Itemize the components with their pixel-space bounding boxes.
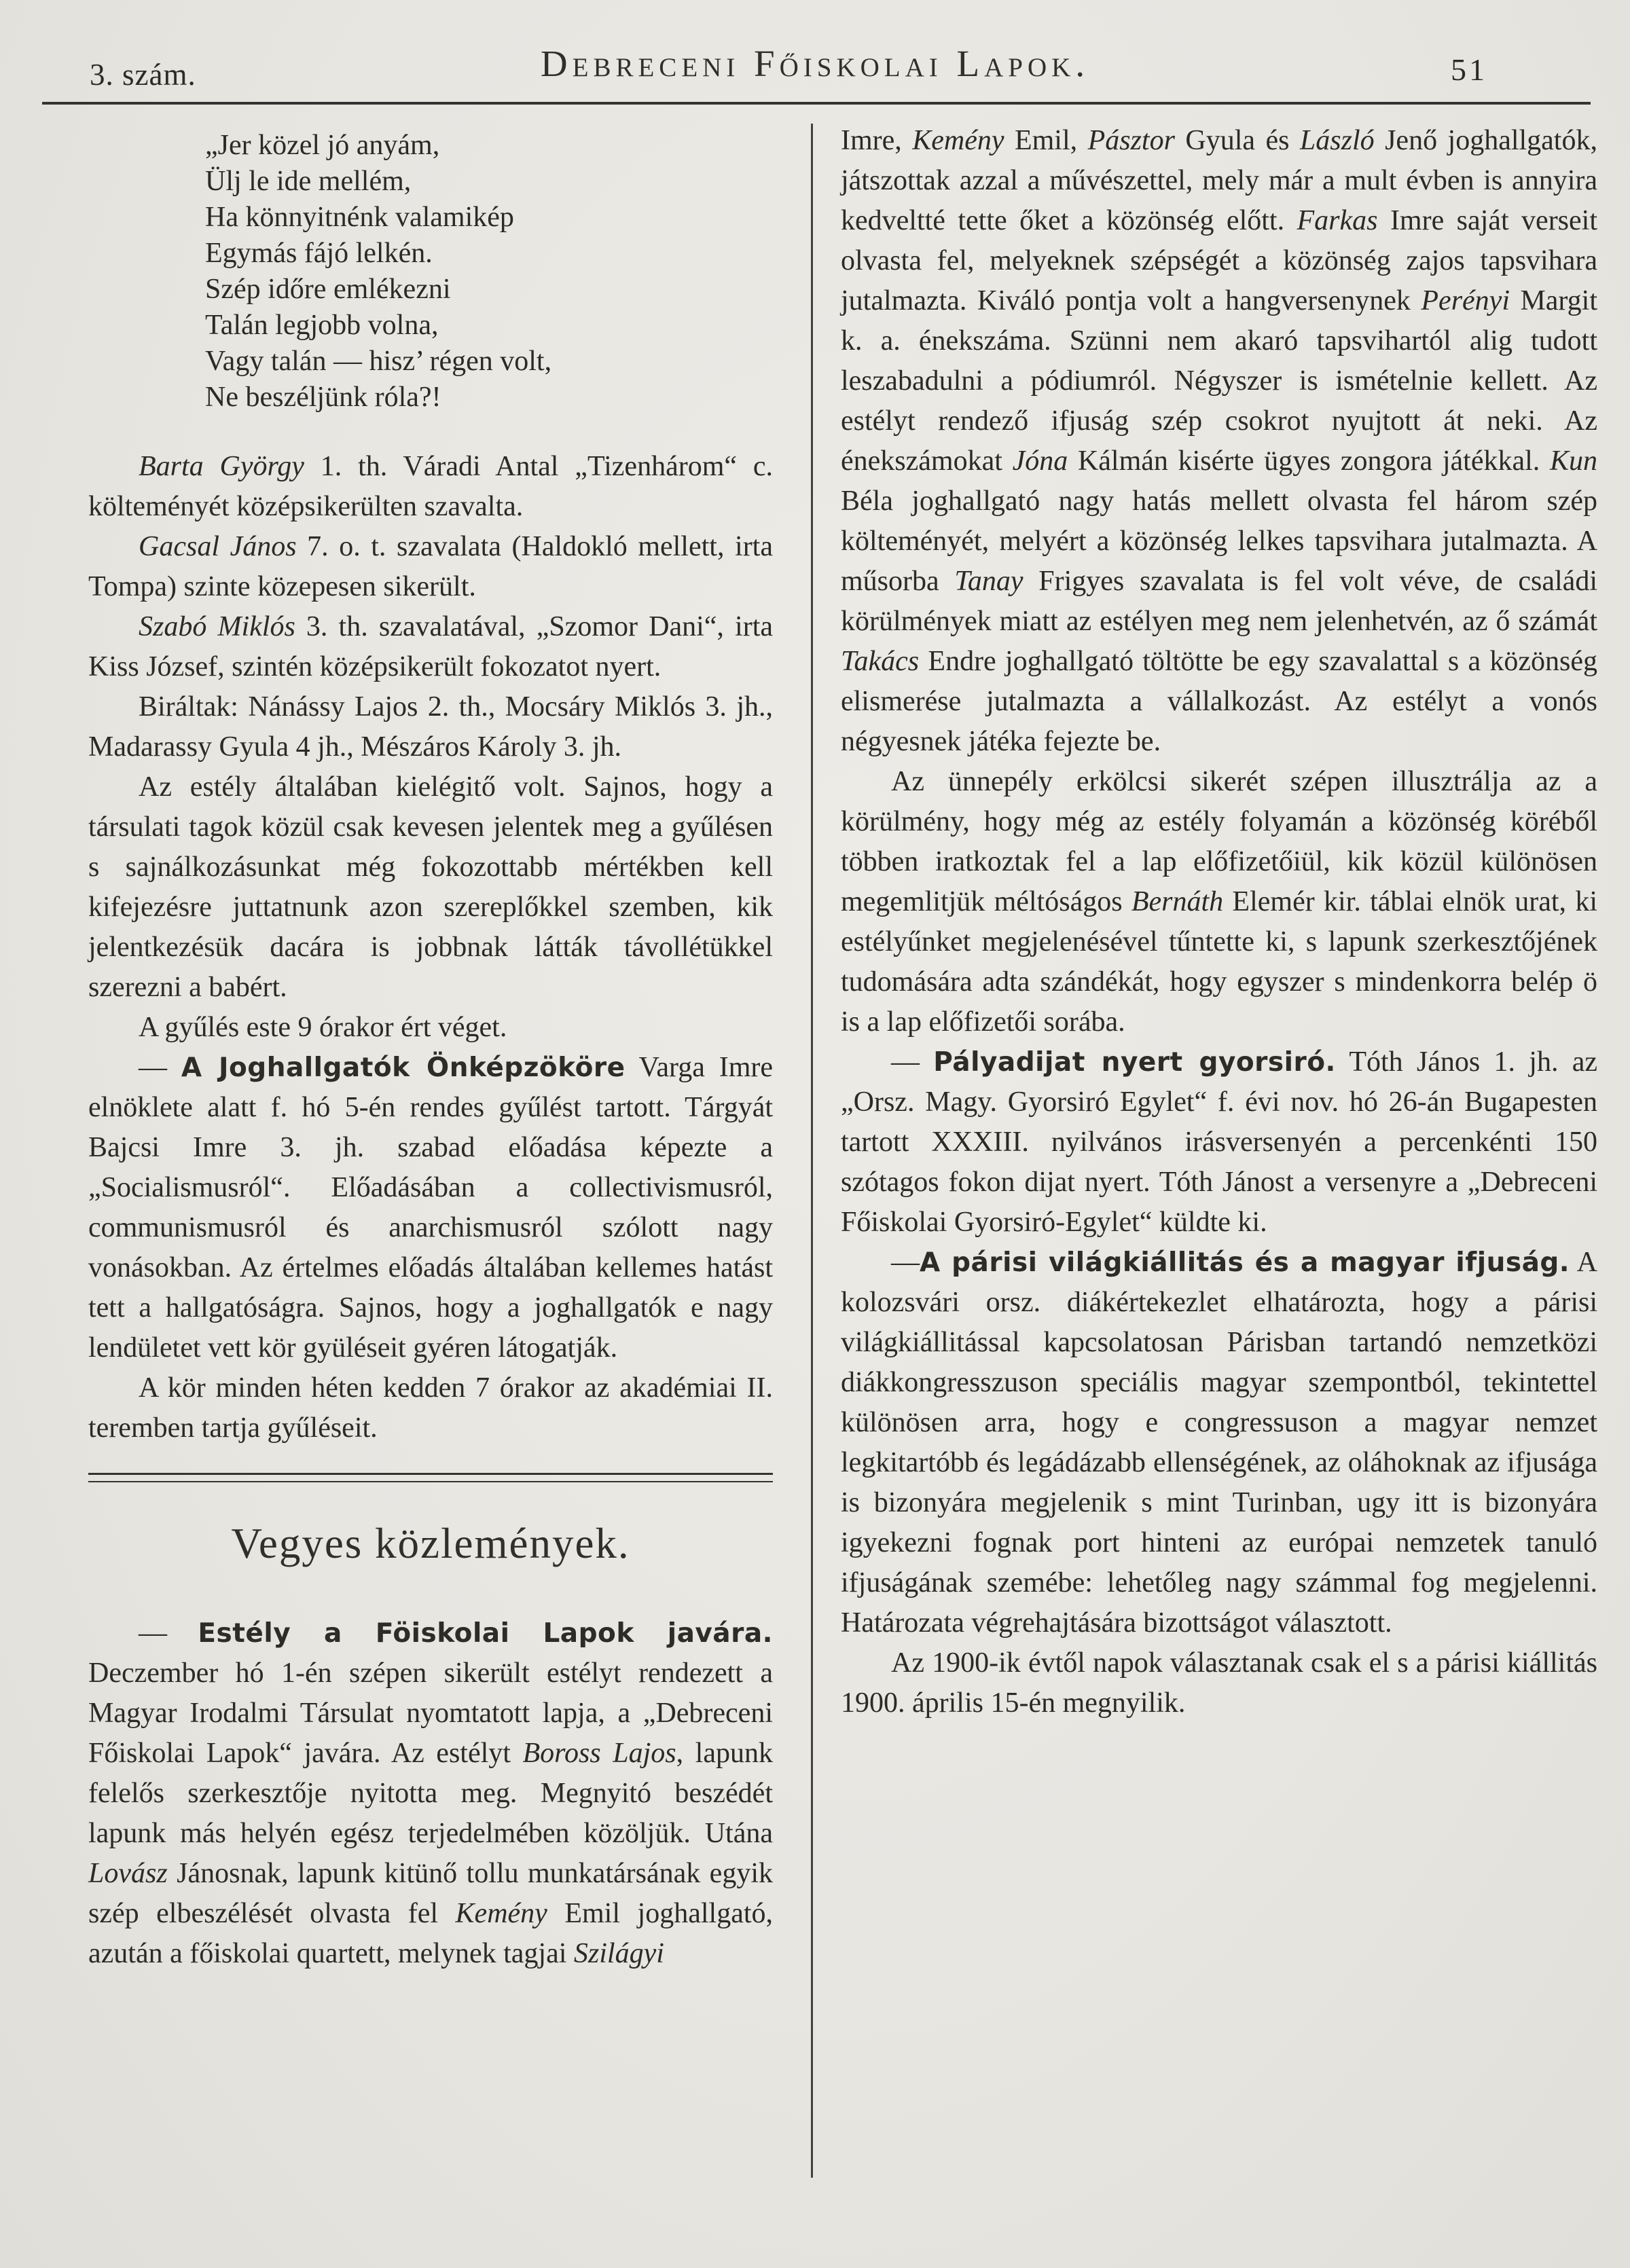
text-segment: Az 1900-ik évtől napok választanak csak el s a párisi kiállitás 1900. április 15-én megnyilik. — [841, 1647, 1597, 1719]
text-segment: Takács — [841, 646, 920, 677]
text-segment: Pásztor — [1087, 125, 1175, 156]
news-item-lead: Estély a Föiskolai Lapok javára. — [198, 1618, 773, 1649]
text-segment: Tanay — [954, 566, 1024, 597]
text-segment: Margit k. a. énekszáma. Szünni nem akaró tapsvihartól alig tudott leszabadulni a pódiumról. Négyszer is ismételnie kellett. Az estélyt rendező ifjuság szép csokrot nyujtott át neki. Az énekszámokat — [841, 285, 1598, 477]
text-segment: Az estély általában kielégitő volt. Sajnos, hogy a társulati tagok közül csak kevesen jelentek meg a gyűlésen s sajnálkozásunkat még fokozottabb mértékben kell kifejezésre juttatnunk azon szereplőkkel szemben, kik jelentkezésük dacára is jobbnak látták távollétükkel szerezni a babért. — [88, 771, 773, 1003]
text-segment: Kemény — [912, 125, 1004, 156]
text-segment: Bernáth — [1131, 886, 1224, 917]
text-segment: A kör minden héten kedden 7 órakor az akadémiai II. teremben tartja gyűléseit. — [88, 1372, 773, 1444]
text-segment: 1. th. Váradi Antal „Tizenhárom“ c. költeményét középsikerülten szavalta. — [88, 451, 773, 522]
paragraph — [841, 121, 1597, 762]
section-divider — [88, 1473, 773, 1482]
text-segment: Imre, — [841, 125, 913, 156]
text-segment: Emil joghallgató, azután a főiskolai quartett, melynek tagjai — [88, 1898, 774, 1969]
text-segment: Az ünnepély erkölcsi sikerét szépen illusztrálja az a körülmény, hogy még az estély folyamán a közönség köréből többen iratkoztak fel a lap előfizetőiül, kik közül különösen megemlitjük méltóságos — [841, 766, 1597, 917]
poem-line: Vagy talán — hisz’ régen volt, — [205, 346, 552, 377]
section-paragraphs — [88, 1613, 773, 1974]
section-heading: Vegyes közlemények. — [231, 1520, 630, 1567]
news-item-lead: A párisi világkiállitás és a magyar ifjuság. — [920, 1247, 1570, 1278]
paragraph — [88, 607, 773, 687]
text-segment: Gyula és — [1174, 125, 1300, 156]
text-segment: 7. o. t. szavalata (Haldokló mellett, irta Tompa) szinte közepesen sikerült. — [88, 531, 773, 602]
text-segment: Boross Lajos — [522, 1738, 676, 1769]
text-segment: Szabó Miklós — [139, 611, 295, 642]
text-segment: Biráltak: Nánássy Lajos 2. th., Mocsáry Miklós 3. jh., Madarassy Gyula 4 jh., Mészáros Károly 3. jh. — [88, 691, 773, 763]
paragraph — [88, 767, 773, 1008]
poem-line: Szép időre emlékezni — [205, 274, 451, 305]
paragraph — [88, 527, 773, 607]
text-segment: Kun — [1550, 445, 1598, 477]
text-segment: Jenő joghallgatók, játszottak azzal a művészettel, mely már a mult évben is annyira kedveltté tette őket a közönség előtt. — [841, 125, 1597, 236]
text-segment: — — [891, 1247, 920, 1278]
paragraph — [841, 1243, 1597, 1643]
text-segment: Jánosnak, lapunk kitünő tollu munkatársának egyik szép elbeszélését olvasta fel — [88, 1858, 773, 1929]
text-segment: Imre saját verseit olvasta fel, melyeknek szépségét a közönség zajos tapsvihara jutalmazta. Kiváló pontja volt a hangversenynek — [841, 205, 1597, 316]
text-segment: Farkas — [1297, 205, 1378, 236]
poem-line: Egymás fájó lelkén. — [205, 238, 433, 269]
issue-number: 3. szám. — [90, 58, 196, 92]
left-column — [88, 124, 773, 1974]
text-segment: Kemény — [455, 1898, 547, 1929]
text-segment: Béla joghallgató nagy hatás mellett olvasta fel három szép költeményét, melyért a közönség lelkes tapsvihara jutalmazta. A műsorba — [841, 486, 1597, 597]
paragraph — [841, 1643, 1597, 1723]
text-segment: Gacsal János — [139, 531, 297, 562]
text-segment: — — [139, 1617, 198, 1649]
text-segment: 3. th. szavalatával, „Szomor Dani“, irta Kiss József, szintén középsikerült fokozatot nyert. — [88, 611, 774, 682]
news-item-lead: A Joghallgatók Önképzököre — [181, 1053, 626, 1083]
text-segment: — — [139, 1052, 181, 1083]
poem — [205, 128, 773, 416]
poem-line: Talán legjobb volna, — [205, 310, 439, 341]
paragraph — [88, 1613, 773, 1974]
text-segment: László — [1299, 125, 1375, 156]
text-segment: A kolozsvári orsz. diákértekezlet elhatározta, hogy a párisi világkiállitással kapcsolatosan Párisban tartandó nemzetközi diákkongresszuson speciális magyar szempontból, tekintettel különösen arra, hogy e congressuson a magyar nemzet legkitartóbb és legádázabb ellenségének, az oláhoknak az ifjusága is bizonyára megjelenik s mint Turinban, ugy itt is bizonyára igyekezni fognak port hinteni az európai nemzetek tanuló ifjuságának szemébe: lehetőleg nagy számmal fog megjelenni. Határozata végrehajtására bizottságot választott. — [841, 1247, 1598, 1639]
text-segment: Endre joghallgató töltötte be egy szavalattal s a közönség elismerése jutalmazta a vállalkozást. Az estélyt a vonós négyesnek játéka fejezte be. — [841, 646, 1597, 757]
text-segment: Emil, — [1004, 125, 1088, 156]
poem-line: „Jer közel jó anyám, — [205, 130, 440, 161]
text-segment: Lovász — [88, 1858, 168, 1889]
right-column — [841, 121, 1597, 1723]
paragraph — [88, 447, 773, 527]
text-segment: Frigyes szavalata is fel volt véve, de családi körülmények miatt az estélyen meg nem jelenhetvén, az ő számát — [841, 566, 1597, 637]
text-segment: Szilágyi — [573, 1938, 664, 1969]
header-rule — [42, 102, 1591, 105]
column-divider-rule — [811, 124, 813, 2178]
text-segment: , lapunk felelős szerkesztője nyitotta meg. Megnyitó beszédét lapunk más helyén egész terjedelmében közöljük. Utána — [88, 1738, 773, 1849]
poem-line: Ülj le ide mellém, — [205, 166, 412, 197]
poem-line: Ne beszéljünk róla?! — [205, 382, 441, 413]
paragraph — [88, 1048, 773, 1368]
text-segment: Perényi — [1421, 285, 1510, 316]
paragraph — [88, 1008, 773, 1048]
paragraph — [88, 1368, 773, 1448]
text-segment: Tóth János 1. jh. az „Orsz. Magy. Gyorsiró Egylet“ f. évi nov. hó 26-án Bugapesten tartott XXXIII. nyilvános irásversenyén a percenkénti 150 szótagos fokon dijat nyert. Tóth Jánost a versenyre a „Debreceni Főiskolai Gyorsiró-Egylet“ küldte ki. — [841, 1046, 1597, 1238]
text-segment: Kálmán kisérte ügyes zongora játékkal. — [1068, 445, 1550, 477]
text-segment: Jóna — [1012, 445, 1068, 477]
text-segment: — — [891, 1046, 934, 1078]
journal-title: Debreceni Főiskolai Lapok. — [540, 43, 1090, 84]
page-number: 51 — [1451, 52, 1487, 87]
paragraph — [841, 1042, 1597, 1243]
text-segment: Elemér kir. táblai elnök urat, ki estélyűnket megjelenésével tűntette ki, s lapunk szerkesztőjének tudomására adta szándékát, hogy egyszer s mindenkorra belép ö is a lap előfizetői sorába. — [841, 886, 1597, 1038]
text-segment: Barta György — [139, 451, 304, 482]
poem-line: Ha könnyitnénk valamikép — [205, 202, 514, 233]
text-segment: Deczember hó 1-én szépen sikerült estélyt rendezett a Magyar Irodalmi Társulat nyomtatott lapja, a „Debreceni Főiskolai Lapok“ javára. Az estélyt — [88, 1658, 773, 1769]
news-item-lead: Pályadijat nyert gyorsiró. — [933, 1047, 1336, 1078]
text-segment: Varga Imre elnöklete alatt f. hó 5-én rendes gyűlést tartott. Tárgyát Bajcsi Imre 3. jh. szabad előadása képezte a „Socialismusról“. Előadásában a collectivismusról, communismusról és anarchismusról szólott nagy vonásokban. Az értelmes előadás általában kellemes hatást tett a hallgatóságra. Sajnos, hogy a joghallgatók e nagy lendületet vett kör gyüléseit gyéren látogatják. — [88, 1052, 774, 1364]
paragraph — [841, 762, 1597, 1042]
paragraph — [88, 687, 773, 767]
left-column-paragraphs — [88, 447, 773, 1448]
text-segment: A gyűlés este 9 órakor ért véget. — [139, 1012, 507, 1043]
